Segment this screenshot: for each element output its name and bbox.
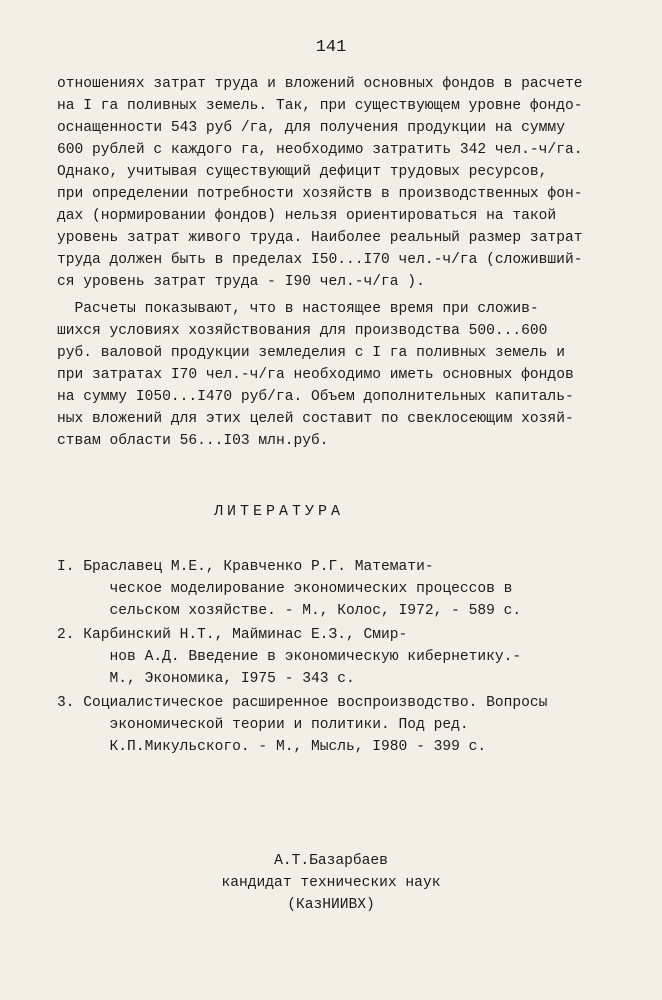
text-line: ствам области 56...I03 млн.руб. [57,433,329,449]
author-organization: (КазНИИВХ) [287,897,375,913]
literature-heading: ЛИТЕРАТУРА [214,503,345,520]
reference-line: М., Экономика, I975 - 343 с. [57,671,355,687]
text-line: оснащенности 543 руб /га, для получения продукции на сумму [57,120,565,136]
reference-line: ческое моделирование экономических процессов в [57,581,513,597]
reference-line: К.П.Микульского. - М., Мысль, I980 - 399 с. [57,739,487,755]
text-line: шихся условиях хозяйствования для производства 500...600 [57,323,548,339]
text-line: ся уровень затрат труда - I90 чел.-ч/га ). [57,274,425,290]
text-line: уровень затрат живого труда. Наиболее реальный размер затрат [57,230,583,246]
text-line: руб. валовой продукции земледелия с I га поливных земель и [57,345,565,361]
reference-line: 3. Социалистическое расширенное воспроизводство. Вопросы [57,695,548,711]
text-line: 600 рублей с каждого га, необходимо затратить 342 чел.-ч/га. [57,142,583,158]
page-number: 141 [315,38,347,57]
text-line: Однако, учитывая существующий дефицит трудовых ресурсов, [57,164,548,180]
reference-line: 2. Карбинский Н.Т., Майминас Е.З., Смир- [57,627,408,643]
reference-line: I. Браславец М.Е., Кравченко Р.Г. Математи- [57,559,434,575]
text-line: на сумму I050...I470 руб/га. Объем дополнительных капиталь- [57,389,574,405]
text-line: при затратах I70 чел.-ч/га необходимо иметь основных фондов [57,367,574,383]
author-name: А.Т.Базарбаев [274,853,388,869]
reference-line: нов А.Д. Введение в экономическую кибернетику.- [57,649,522,665]
text-line: труда должен быть в пределах I50...I70 чел.-ч/га (сложивший- [57,252,583,268]
reference-line: сельском хозяйстве. - М., Колос, I972, - 589 с. [57,603,522,619]
text-line: на I га поливных земель. Так, при существующем уровне фондо- [57,98,583,114]
text-line: при определении потребности хозяйств в производственных фон- [57,186,583,202]
author-degree: кандидат технических наук [221,875,441,891]
text-line: Расчеты показывают, что в настоящее время при сложив- [57,301,539,317]
reference-line: экономической теории и политики. Под ред. [57,717,469,733]
text-line: отношениях затрат труда и вложений основных фондов в расчете [57,76,583,92]
text-line: ных вложений для этих целей составит по свеклосеющим хозяй- [57,411,574,427]
text-line: дах (нормировании фондов) нельзя ориентироваться на такой [57,208,557,224]
